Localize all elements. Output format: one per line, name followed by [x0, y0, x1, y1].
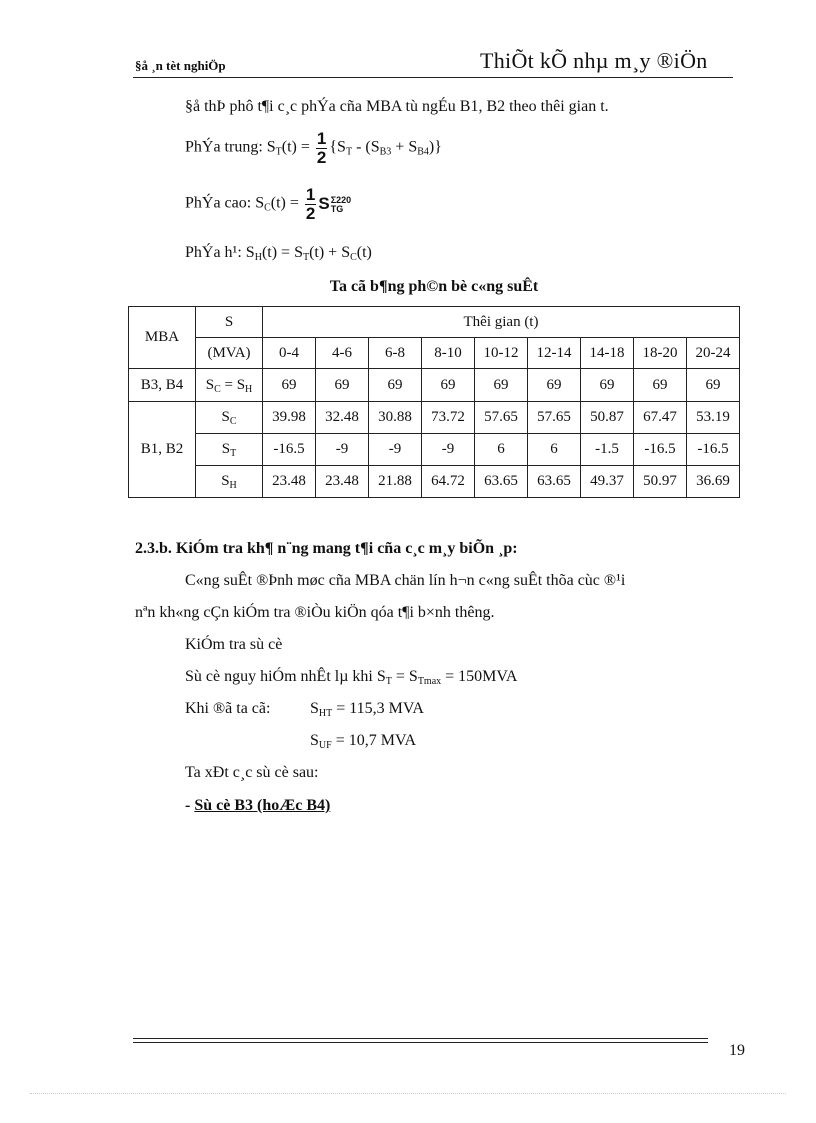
s-eq: = S [220, 376, 246, 393]
value-cell: 67.47 [634, 402, 687, 434]
suf-value-line [310, 732, 416, 750]
period-cell: 8-10 [422, 338, 475, 369]
value-cell: 69 [422, 369, 475, 402]
table-row-b1-b2-sh [129, 466, 740, 498]
suf-s: S [310, 732, 319, 749]
eq3-mid: (t) = S [261, 244, 303, 261]
page-number: 19 [729, 1042, 745, 1059]
s-a: S [205, 376, 215, 393]
value-cell: 50.97 [634, 466, 687, 498]
eq1-r2-sub: B3 [379, 146, 392, 158]
suf-post: = 10,7 MVA [331, 732, 416, 749]
value-cell: -16.5 [634, 434, 687, 466]
value-cell: -16.5 [687, 434, 740, 466]
value-cell: 6 [528, 434, 581, 466]
power-distribution-table [128, 306, 740, 498]
s-a-sub: C [214, 383, 221, 395]
value-cell: 69 [369, 369, 422, 402]
table-row-b1-b2-st [129, 434, 740, 466]
eq1-r3-sub: B4 [417, 146, 429, 158]
eq1-r3: + S [391, 138, 418, 156]
value-cell: 21.88 [369, 466, 422, 498]
s-label-sh [196, 466, 263, 498]
value-cell: 63.65 [475, 466, 528, 498]
eq1-label: PhÝa trung: S [185, 138, 276, 156]
intro-paragraph: §å thÞ phô t¶i c¸c phÝa cña MBA tù ngÉu B1, B2 theo thêi gian t. [185, 98, 609, 115]
value-cell: 64.72 [422, 466, 475, 498]
footer-rule-2 [133, 1042, 708, 1043]
table-caption: Ta cã b¶ng ph©n bè c«ng suÊt [329, 278, 539, 295]
table-header-row-1 [129, 307, 740, 338]
header-s-top: S [196, 307, 263, 338]
eq2-lhs-tail: (t) = [270, 194, 299, 212]
eq1-r4: )} [428, 138, 442, 156]
eq3-mid-sub: T [302, 252, 310, 263]
value-cell: 69 [634, 369, 687, 402]
eq2-label: PhÝa cao: S [185, 194, 265, 212]
period-cell: 20-24 [687, 338, 740, 369]
eq2-s-term [318, 194, 351, 213]
header-rule [133, 77, 733, 78]
eq3-label: PhÝa h¹: S [185, 244, 255, 261]
period-cell: 4-6 [316, 338, 369, 369]
header-time: Thêi gian (t) [263, 307, 740, 338]
danger-pre: Sù cè nguy hiÓm nhÊt lµ khi S [185, 668, 386, 685]
eq2-frac-den: 2 [305, 204, 316, 223]
value-cell: -9 [369, 434, 422, 466]
value-cell: 53.19 [687, 402, 740, 434]
fault-item-dash: - [185, 797, 195, 814]
consider-line: Ta xÐt c¸c sù cè sau: [185, 764, 319, 781]
eq1-lhs-tail: (t) = [281, 138, 310, 156]
header-mba: MBA [129, 307, 196, 369]
header-left-title: §å ¸n tèt nghiÖp [135, 58, 226, 73]
s-sub: C [229, 416, 237, 427]
sht-sub: HT [318, 708, 333, 719]
value-cell: 73.72 [422, 402, 475, 434]
eq2-s: S [318, 194, 330, 213]
eq3-lhs-sub: H [254, 252, 262, 263]
danger-s2-sub: Tmax [417, 676, 442, 687]
period-cell: 12-14 [528, 338, 581, 369]
header-right-title: ThiÕt kÕ nhµ m¸y ®iÖn [480, 48, 708, 73]
header-s-unit: (MVA) [196, 338, 263, 369]
fault-item [185, 797, 330, 815]
sht-post: = 115,3 MVA [332, 700, 424, 717]
period-cell: 6-8 [369, 338, 422, 369]
eq3-end: (t) [356, 244, 372, 261]
eq1-frac-den: 2 [316, 148, 327, 167]
sht-value-line [310, 700, 424, 718]
footer-rule-1 [133, 1038, 708, 1039]
s: S [221, 409, 230, 425]
eq2-sup: Σ220 [330, 194, 352, 205]
value-cell: 69 [475, 369, 528, 402]
value-cell: -16.5 [263, 434, 316, 466]
period-cell: 18-20 [634, 338, 687, 369]
section-paragraph-2: nªn kh«ng cÇn kiÓm tra ®iÒu kiÖn qóa t¶i b×nh thêng. [135, 604, 495, 621]
eq1-r1: {S [329, 138, 346, 156]
period-cell: 10-12 [475, 338, 528, 369]
when-label: Khi ®ã ta cã: [185, 700, 271, 717]
eq2-lhs-sub: C [264, 202, 271, 214]
equation-cao [185, 186, 351, 222]
s-label-sc [196, 402, 263, 434]
s: S [221, 441, 231, 457]
equation-trung [185, 130, 442, 166]
value-cell: 36.69 [687, 466, 740, 498]
eq3-tail: (t) + S [309, 244, 351, 261]
s-label-sc-sh [196, 369, 263, 402]
value-cell: 69 [528, 369, 581, 402]
s-sub: T [230, 448, 237, 459]
fault-item-label: Sù cè B3 (hoÆc B4) [194, 797, 331, 814]
eq1-lhs-sub: T [275, 146, 282, 158]
value-cell: 49.37 [581, 466, 634, 498]
value-cell: 50.87 [581, 402, 634, 434]
value-cell: 57.65 [475, 402, 528, 434]
eq1-r2: - (S [352, 138, 380, 156]
section-title: 2.3.b. KiÓm tra kh¶ n¨ng mang t¶i cña c¸c m¸y biÕn ¸p: [135, 540, 518, 557]
eq3-tail-sub: C [350, 252, 357, 263]
worst-fault-line [185, 668, 517, 686]
eq1-fraction [316, 130, 327, 166]
s-label-st [196, 434, 263, 466]
value-cell: 23.48 [316, 466, 369, 498]
value-cell: -1.5 [581, 434, 634, 466]
table-row-b1-b2-sc [129, 402, 740, 434]
eq2-sub: TG [330, 203, 344, 214]
value-cell: 69 [581, 369, 634, 402]
period-cell: 0-4 [263, 338, 316, 369]
danger-mid: = S [391, 668, 418, 685]
table-row-b3-b4 [129, 369, 740, 402]
value-cell: 69 [316, 369, 369, 402]
danger-post: = 150MVA [441, 668, 518, 685]
page-bottom-dotted-rule [30, 1093, 786, 1094]
value-cell: 63.65 [528, 466, 581, 498]
value-cell: 6 [475, 434, 528, 466]
eq1-frac-num: 1 [316, 129, 327, 148]
equation-ha [185, 244, 372, 262]
period-cell: 14-18 [581, 338, 634, 369]
value-cell: 32.48 [316, 402, 369, 434]
value-cell: 69 [263, 369, 316, 402]
value-cell: 39.98 [263, 402, 316, 434]
value-cell: 30.88 [369, 402, 422, 434]
suf-sub: UF [318, 740, 332, 751]
mba-b3-b4: B3, B4 [129, 369, 196, 402]
eq2-fraction [305, 186, 316, 222]
value-cell: -9 [422, 434, 475, 466]
danger-s1-sub: T [385, 676, 392, 687]
value-cell: 69 [687, 369, 740, 402]
s: S [221, 473, 230, 489]
eq2-frac-num: 1 [305, 185, 316, 204]
value-cell: -9 [316, 434, 369, 466]
table-header-row-2 [129, 338, 740, 369]
s-b-sub: H [245, 383, 253, 395]
section-paragraph-1: C«ng suÊt ®Þnh møc cña MBA chän lín h¬n c«ng suÊt thõa cùc ®¹i [185, 572, 626, 589]
sht-s: S [310, 700, 319, 717]
value-cell: 23.48 [263, 466, 316, 498]
s-sub: H [229, 480, 237, 491]
mba-b1-b2: B1, B2 [129, 402, 196, 498]
check-fault-line: KiÓm tra sù cè [185, 636, 283, 653]
value-cell: 57.65 [528, 402, 581, 434]
eq1-r1-sub: T [345, 146, 353, 158]
